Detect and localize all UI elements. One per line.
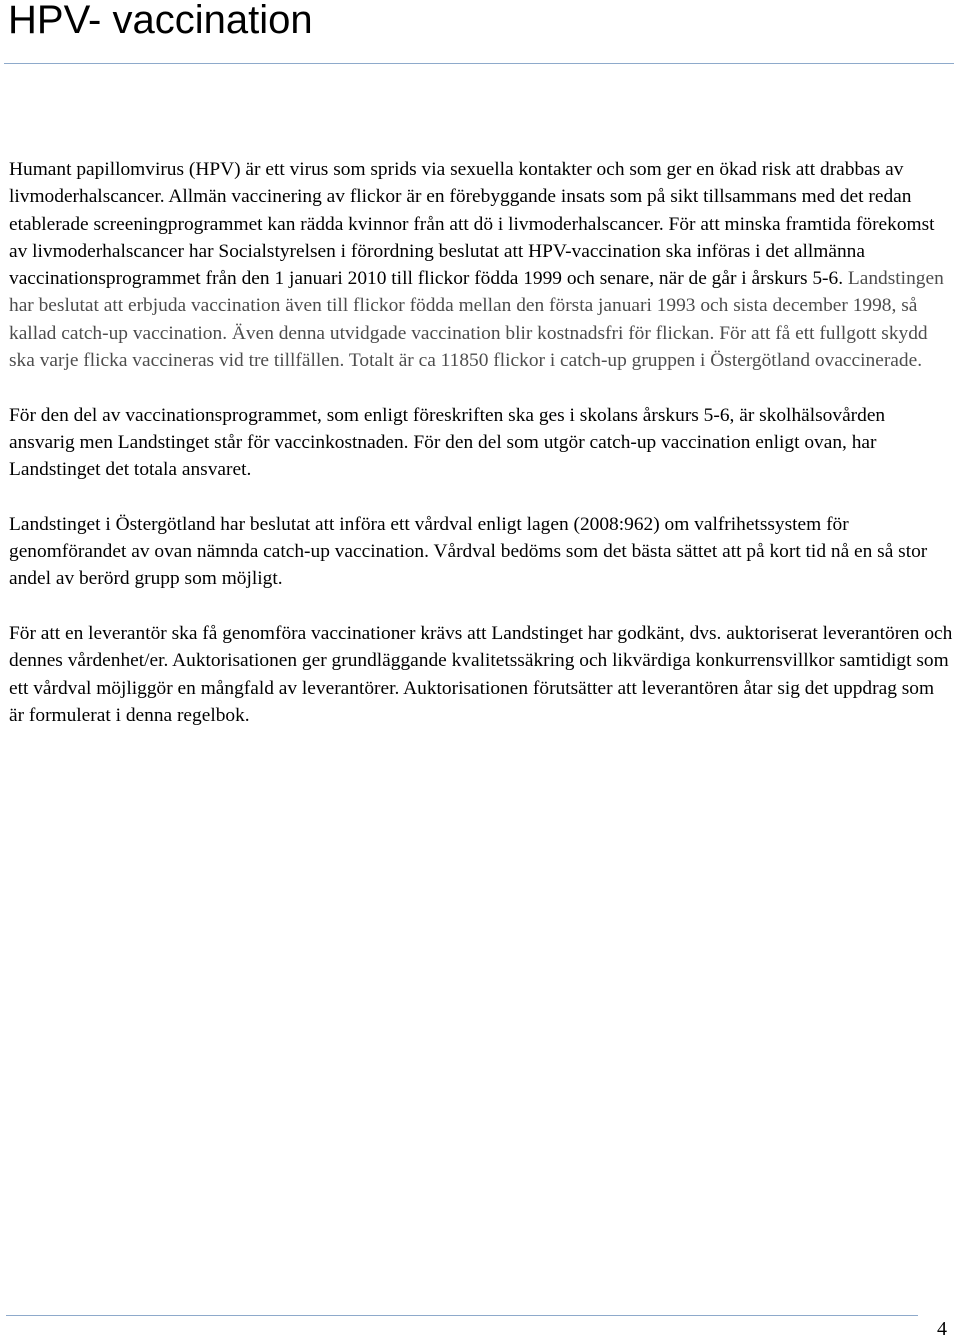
- page-number: 4: [937, 1318, 947, 1340]
- paragraph-responsibility: För den del av vaccinationsprogrammet, som enligt föreskriften ska ges i skolans årskurs 5-6, är skolhälsovården ansvarig men Landstinget står för vaccinkostnaden. För den del som utgör catch-up vaccination enligt ovan, har Landstinget det totala ansvaret.: [9, 404, 886, 481]
- paragraph-vardval: Landstinget i Östergötland har beslutat att införa ett vårdval enligt lagen (2008:962) om valfrihetssystem för genomförandet av ovan nämnda catch-up vaccination. Vårdval bedöms som det bästa sättet att på kort tid nå en så stor andel av berörd grupp som möjligt.: [9, 513, 928, 590]
- paragraph-hpv-intro: [9, 156, 953, 374]
- title-divider: [4, 63, 954, 64]
- footer-divider: [6, 1315, 918, 1316]
- document-body: [9, 156, 953, 757]
- page-title: HPV- vaccination: [8, 0, 313, 42]
- paragraph-hpv-intro-main: Humant papillomvirus (HPV) är ett virus som sprids via sexuella kontakter och som ger en ökad risk att drabbas av livmoderhalscancer. Allmän vaccinering av flickor är en förebyggande insats som på sikt tillsammans med det redan etablerade screeningprogrammet kan rädda kvinnor från att dö i livmoderhalscancer. För att minska framtida förekomst av livmoderhalscancer har Socialstyrelsen i förordning beslutat att HPV-vaccination ska införas i det allmänna vaccinationsprogrammet från den 1 januari 2010 till flickor födda 1999 och senare, när de går i årskurs 5-6.: [9, 159, 935, 290]
- paragraph-hpv-intro-catchup: Landstingen har beslutat att erbjuda vaccination även till flickor födda mellan den första januari 1993 och sista december 1998, så kallad catch-up vaccination. Även denna utvidgade vaccination blir kostnadsfri för flickan. För att få ett fullgott skydd ska varje flicka vaccineras vid tre tillfällen. Totalt är ca 11850 flickor i catch-up gruppen i Östergötland ovaccinerade.: [9, 268, 944, 372]
- paragraph-authorization: För att en leverantör ska få genomföra vaccinationer krävs att Landstinget har godkänt, dvs. auktoriserat leverantören och dennes vårdenhet/er. Auktorisationen ger grundläggande kvalitetssäkring och likvärdiga konkurrensvillkor samtidigt som ett vårdval möjliggör en mångfald av leverantörer. Auktorisationen förutsätter att leverantören åtar sig det uppdrag som är formulerat i denna regelbok.: [9, 623, 953, 726]
